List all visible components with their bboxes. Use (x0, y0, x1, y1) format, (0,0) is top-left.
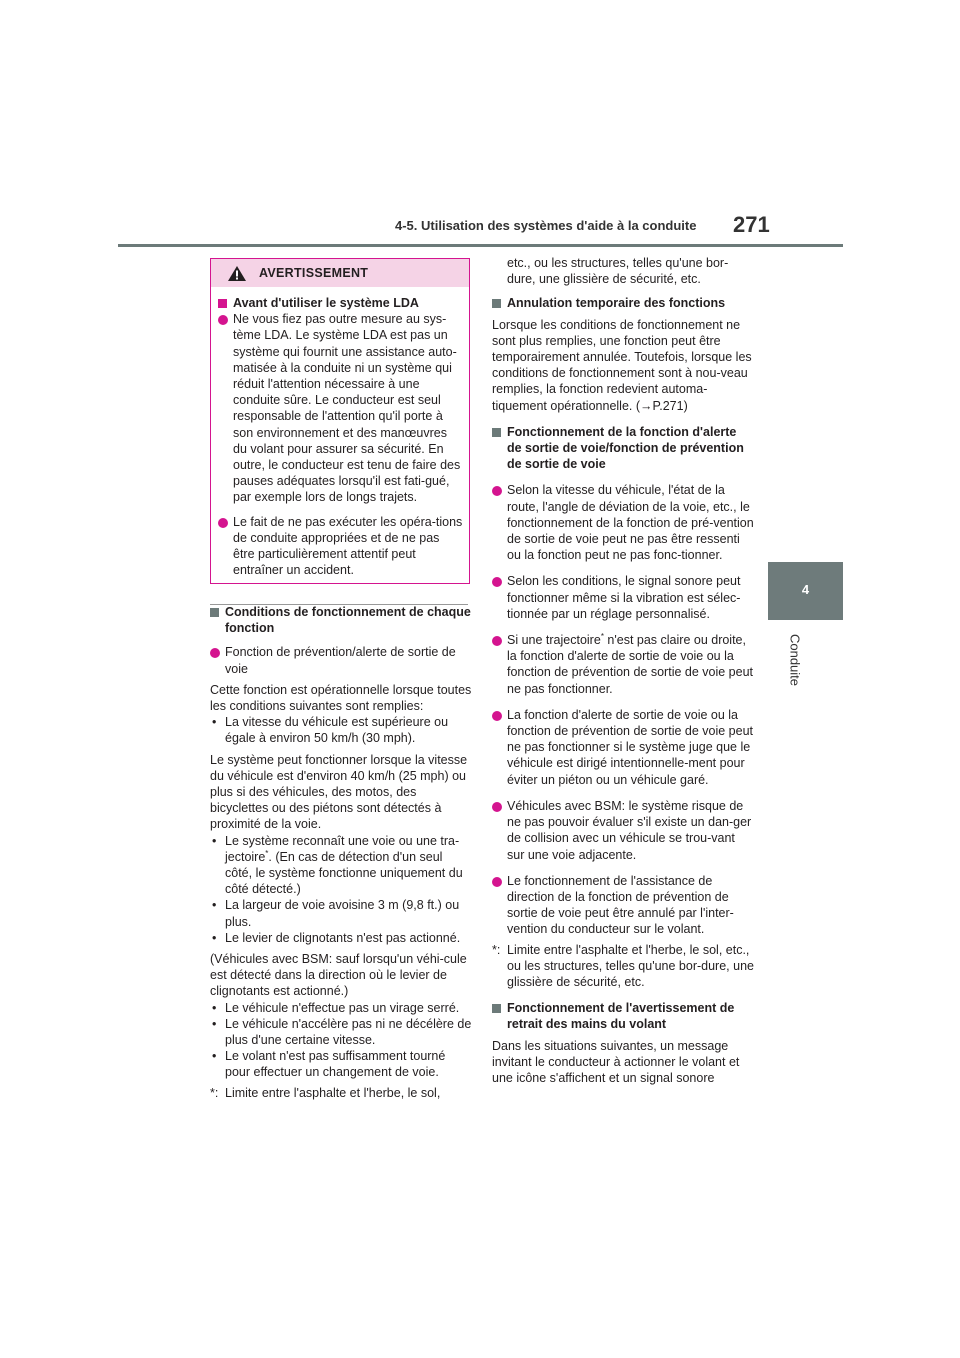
list-item: • Le volant n'est pas suffisamment tourné pour effectuer un changement de voie. (210, 1048, 472, 1080)
bullet-text: Si une trajectoire (507, 633, 601, 648)
right-column (492, 255, 754, 1086)
chapter-tab-label (772, 628, 818, 692)
paragraph-text: Lorsque les conditions de fonctionnement ne sont plus remplies, une fonction peut être temporairement annulée. Toutefois, lorsque les conditions de fonctionnement sont à nou-veau remplies, la fonction redevient automa-tiquement opérationnelle. ( (492, 317, 752, 413)
bullet-item: Véhicules avec BSM: le système risque de ne pas pouvoir évaluer s'il existe un dan-ger de collision avec un véhicule se trou-vant sur une voie adjacente. (492, 798, 754, 863)
left-column (210, 604, 472, 1101)
chapter-label-text: Conduite (787, 633, 803, 687)
warning-heading: Avant d'utiliser le système LDA (218, 295, 463, 311)
list-item-text: . (En cas de détection d'un seul côté, le système fonctionne uniquement du côté détecté.) (225, 849, 463, 897)
page-number: 271 (733, 212, 770, 237)
paragraph: (Véhicules avec BSM: sauf lorsqu'un véhi-cule est détecté dans la direction où le levier de clignotants est actionné.) (210, 952, 467, 999)
list-item: • La vitesse du véhicule est supérieure ou égale à environ 50 km/h (30 mph). (210, 714, 472, 746)
section-heading: Conditions de fonctionnement de chaque fonction (210, 604, 472, 636)
list-item: • Le levier de clignotants n'est pas actionné. (210, 930, 472, 946)
paragraph (492, 317, 754, 414)
list-item-text: Le système reconnaît une voie ou une tra-jectoire (225, 833, 460, 864)
footnote-continuation: etc., ou les structures, telles qu'une bor-dure, une glissière de sécurité, etc. (507, 256, 729, 287)
footnote-marker: *: (492, 942, 501, 957)
section-heading: Annulation temporaire des fonctions (492, 295, 754, 311)
bullet-item: Fonction de prévention/alerte de sortie de voie (210, 644, 472, 676)
warning-bullet: Ne vous fiez pas outre mesure au sys-tème LDA. Le système LDA est pas un système qui fournit une assistance auto-matisée à la conduite ni un système qui réduit l'attention nécessaire à une conduite sûre. Le conducteur est seul responsable de l'attention qu'il porte à son environnement et des manœuvres du volant pour assurer sa sécurité. En outre, le conducteur est tenu de faire des pauses adéquates lorsqu'il est fati-gué, par exemple lors de longs trajets. (218, 311, 463, 505)
warning-box (210, 258, 470, 584)
warning-body (211, 287, 469, 578)
warning-triangle-icon (227, 265, 247, 282)
footnote-text: Limite entre l'asphalte et l'herbe, le sol, (225, 1085, 441, 1100)
list-item (210, 833, 472, 898)
list-item: • Le véhicule n'accélère pas ni ne décélère de plus d'une certaine vitesse. (210, 1016, 472, 1048)
list-item: • Le véhicule n'effectue pas un virage serré. (210, 1000, 472, 1016)
footnote-marker: * (600, 631, 604, 641)
bullet-item: Selon la vitesse du véhicule, l'état de la route, l'angle de déviation de la voie, etc., le fonctionnement de la fonction de pré-vention de sortie de voie peut ne pas être ressenti ou la fonction peut ne pas fonc-tionner. (492, 482, 754, 563)
section-heading: Fonctionnement de la fonction d'alerte de sortie de voie/fonction de prévention de sortie de voie (492, 424, 754, 473)
bullet-item: Le fonctionnement de l'assistance de direction de la fonction de prévention de sortie de voie peut être annulé par l'inter-vention du conducteur sur le volant. (492, 873, 754, 938)
paragraph: Le système peut fonctionner lorsque la vitesse du véhicule est d'environ 40 km/h (25 mph) ou plus si des véhicules, des motos, des bicyclettes ou des piétons sont détectés à proximité de la voie. (210, 752, 468, 832)
section-heading: Fonctionnement de l'avertissement de retrait des mains du volant (492, 1000, 754, 1032)
warning-bullet: Le fait de ne pas exécuter les opéra-tions de conduite appropriées et de ne pas être particulièrement attentif peut entraîner un accident. (218, 514, 463, 579)
chapter-tab-number: 4 (768, 562, 843, 620)
bullet-item: La fonction d'alerte de sortie de voie ou la fonction de prévention de sortie de voie peut ne pas fonctionner si le système juge que le véhicule est dirigé intentionnelle-ment pour éviter un piéton ou un véhicule garé. (492, 707, 754, 788)
warning-title: AVERTISSEMENT (259, 266, 369, 280)
footnote (492, 942, 754, 991)
paragraph: Dans les situations suivantes, un message invitant le conducteur à actionner le volant et une icône s'affichent et un signal sonore (492, 1038, 740, 1085)
bullet-text: n'est pas claire ou droite, la fonction d'alerte de sortie de voie ou la fonction de prévention de sortie de voie peut ne pas fonctionner. (507, 633, 754, 696)
footnote-marker: *: (210, 1085, 219, 1100)
warning-header (211, 259, 469, 287)
footnote-text: Limite entre l'asphalte et l'herbe, le sol, etc., ou les structures, telles qu'une bor-dure, une glissière de sécurité, etc. (507, 942, 754, 989)
footnote-marker: * (265, 848, 269, 858)
paragraph: Cette fonction est opérationnelle lorsque toutes les conditions suivantes sont remplies: (210, 682, 472, 714)
page-reference-link[interactable]: →P.271 (640, 398, 684, 413)
list-item: • La largeur de voie avoisine 3 m (9,8 ft.) ou plus. (210, 897, 472, 929)
footnote (210, 1085, 472, 1101)
bullet-item: Selon les conditions, le signal sonore peut fonctionner même si la vibration est sélec-tionnée par un réglage personnalisé. (492, 573, 754, 622)
bullet-item (492, 632, 754, 697)
header-section-title: 4-5. Utilisation des systèmes d'aide à la conduite (395, 218, 697, 233)
header-rule (118, 244, 843, 247)
paragraph-text: ) (683, 398, 688, 413)
